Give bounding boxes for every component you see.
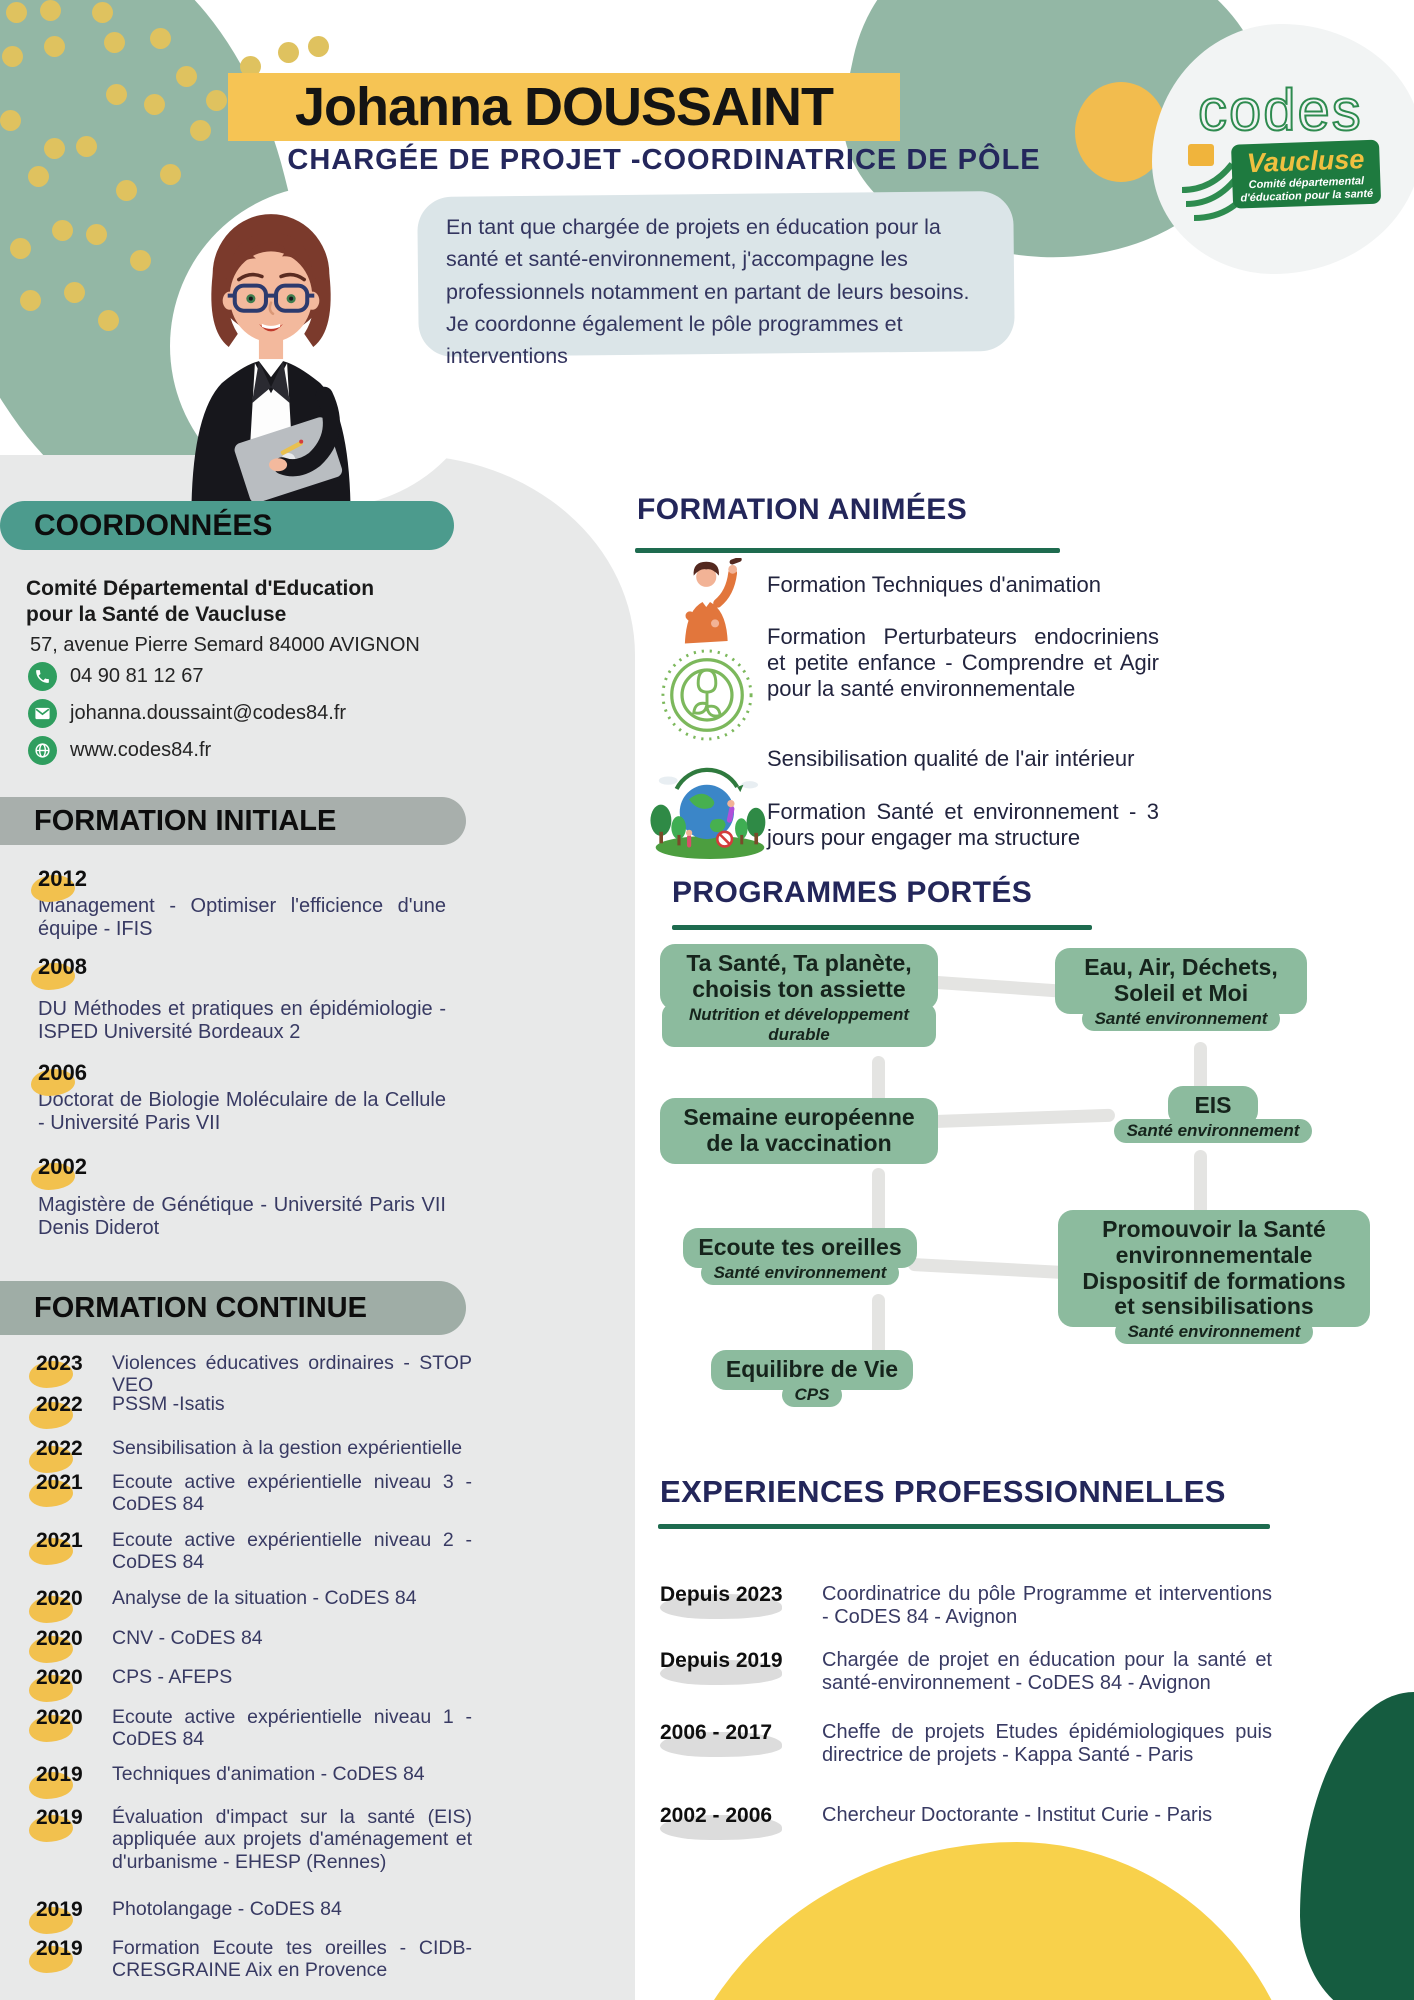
experience-item (660, 1649, 1272, 1695)
formation-initiale-heading: FORMATION INITIALE (34, 804, 337, 837)
experience-item (660, 1804, 1272, 1828)
formation-initiale-item (38, 1154, 446, 1240)
program-title: Promouvoir la Santé environnementale Dispositif de formations et sensibilisations (1058, 1210, 1370, 1327)
program-box (660, 1098, 938, 1164)
program-box (704, 1350, 920, 1407)
formation-continue-item (36, 1806, 472, 1873)
avatar (163, 196, 380, 505)
year-label: 2006 (38, 1060, 87, 1085)
formation-text: Analyse de la situation - CoDES 84 (112, 1587, 417, 1609)
coordonnees-heading: COORDONNÉES (34, 508, 273, 542)
year-label: 2002 (38, 1154, 87, 1179)
formation-continue-item (36, 1437, 472, 1461)
formation-animees-underline (635, 548, 1060, 553)
formation-initiale-item (38, 866, 446, 941)
experience-text: Chercheur Doctorante - Institut Curie - Paris (822, 1804, 1213, 1826)
formation-text: CNV - CoDES 84 (112, 1627, 263, 1649)
year-label: 2021 (36, 1471, 98, 1516)
program-title: Semaine européenne de la vaccination (660, 1098, 938, 1164)
formation-text: Techniques d'animation - CoDES 84 (112, 1763, 425, 1785)
formation-text: Doctorat de Biologie Moléculaire de la Cellule - Université Paris VII (38, 1089, 446, 1135)
program-box (660, 944, 938, 1047)
email-icon (28, 699, 57, 728)
intro-paragraph-2: Je coordonne également le pôle programmes et interventions (446, 311, 903, 368)
email-row (28, 699, 346, 728)
org-name: Comité Départemental d'Education pour la Santé de Vaucluse (26, 577, 375, 626)
program-title: Equilibre de Vie (711, 1350, 913, 1390)
programmes-underline (672, 925, 1092, 930)
year-label: 2019 (36, 1763, 98, 1787)
formation-animees-heading: FORMATION ANIMÉES (637, 493, 968, 526)
program-subtitle: Santé environnement (1082, 1007, 1281, 1031)
formation-continue-item (36, 1587, 472, 1611)
program-title: Ecoute tes oreilles (683, 1228, 916, 1268)
formation-text: Ecoute active expérientielle niveau 1 - CoDES 84 (112, 1706, 472, 1751)
program-box (680, 1228, 920, 1285)
program-box (1058, 1210, 1370, 1344)
connector-line (908, 1258, 1068, 1279)
phone-row (28, 662, 203, 691)
program-title: Ta Santé, Ta planète, choisis ton assiette (660, 944, 938, 1010)
avatar-illustration (163, 196, 380, 505)
year-label: 2023 (36, 1352, 98, 1397)
yellow-blob-bottom (662, 1842, 1307, 2000)
year-label: 2020 (36, 1666, 98, 1690)
formation-animee-item: Formation Santé et environnement - 3 jours pour engager ma structure (767, 799, 1159, 850)
formation-continue-item (36, 1666, 472, 1690)
intro-paragraph-1: En tant que chargée de projets en éducation pour la santé et santé-environnement, j'accompagne les professionnels notamment en partant de leurs besoins. (446, 215, 970, 304)
program-box (1055, 948, 1307, 1031)
formation-text: Management - Optimiser l'efficience d'une équipe - IFIS (38, 895, 446, 941)
logo-yellow-square (1188, 144, 1214, 166)
formation-continue-item (36, 1627, 472, 1651)
experience-text: Coordinatrice du pôle Programme et interventions - CoDES 84 - Avignon (822, 1583, 1272, 1628)
experience-text: Chargée de projet en éducation pour la santé et santé-environnement - CoDES 84 - Avignon (822, 1649, 1272, 1694)
section-formation-continue-header (0, 1281, 466, 1335)
formation-text: Ecoute active expérientielle niveau 2 - CoDES 84 (112, 1529, 472, 1574)
formation-text: DU Méthodes et pratiques en épidémiologie - ISPED Université Bordeaux 2 (38, 998, 446, 1044)
program-box (1098, 1086, 1328, 1143)
eco-label-icon (660, 648, 754, 747)
formation-initiale-item (38, 1060, 446, 1135)
experience-period: 2002 - 2006 (660, 1804, 808, 1828)
year-label: 2019 (36, 1898, 98, 1922)
logo-tagline-1: Comité départemental (1248, 175, 1365, 192)
formation-text: PSSM -Isatis (112, 1393, 225, 1415)
year-label: 2012 (38, 866, 87, 891)
experience-item (660, 1583, 1272, 1629)
year-label: 2022 (36, 1393, 98, 1417)
experiences-heading: EXPERIENCES PROFESSIONNELLES (660, 1474, 1226, 1509)
website-url[interactable]: www.codes84.fr (70, 739, 212, 761)
experience-period: 2006 - 2017 (660, 1721, 808, 1767)
year-label: 2020 (36, 1587, 98, 1611)
formation-continue-item (36, 1529, 472, 1574)
name-banner (228, 73, 900, 141)
formation-animee-item: Sensibilisation qualité de l'air intérieur (767, 746, 1135, 771)
program-subtitle: Santé environnement (701, 1261, 900, 1285)
year-label: 2020 (36, 1627, 98, 1651)
address: 57, avenue Pierre Semard 84000 AVIGNON (30, 634, 420, 656)
formation-animee-item: Formation Techniques d'animation (767, 572, 1101, 597)
formation-text: Formation Ecoute tes oreilles - CIDB-CRESGRAINE Aix en Provence (112, 1937, 472, 1982)
year-label: 2019 (36, 1806, 98, 1873)
connector-line (925, 1109, 1115, 1129)
email-address[interactable]: johanna.doussaint@codes84.fr (70, 702, 347, 724)
experience-item (660, 1721, 1272, 1767)
codes-logo (1180, 52, 1400, 252)
logo-wave-2 (1182, 164, 1232, 190)
year-label: 2021 (36, 1529, 98, 1574)
intro-text (446, 211, 998, 372)
codes-logo-graphic (1180, 52, 1400, 252)
year-label: 2008 (38, 954, 87, 979)
program-subtitle: Santé environnement (1115, 1320, 1314, 1344)
logo-banner (1231, 140, 1381, 209)
earth-environment-icon (645, 766, 775, 865)
globe-icon (28, 736, 57, 765)
formation-animee-item: Formation Perturbateurs endocriniens et petite enfance - Comprendre et Agir pour la santé environnementale (767, 624, 1159, 701)
program-subtitle: Santé environnement (1114, 1119, 1313, 1143)
formation-continue-item (36, 1763, 472, 1787)
program-subtitle: Nutrition et développement durable (662, 1003, 936, 1047)
phone-number: 04 90 81 12 67 (70, 665, 204, 687)
presenter-icon (666, 558, 744, 651)
section-formation-initiale-header (0, 797, 466, 845)
formation-continue-item (36, 1898, 472, 1922)
formation-text: Ecoute active expérientielle niveau 3 - CoDES 84 (112, 1471, 472, 1516)
logo-region: Vaucluse (1246, 144, 1365, 179)
year-label: 2019 (36, 1937, 98, 1982)
formation-text: Photolangage - CoDES 84 (112, 1898, 342, 1920)
experience-text: Cheffe de projets Etudes épidémiologiques puis directrice de projets - Kappa Santé - Paris (822, 1721, 1272, 1766)
green-blob-bottom-right (1300, 1692, 1414, 2000)
formation-text: Évaluation d'impact sur la santé (EIS) appliquée aux projets d'aménagement et d'urbanisme - EHESP (Rennes) (112, 1806, 472, 1873)
formation-text: Sensibilisation à la gestion expérientielle (112, 1437, 463, 1459)
person-name: Johanna DOUSSAINT (294, 77, 834, 137)
formation-text: Violences éducatives ordinaires - STOP VEO (112, 1352, 472, 1397)
formation-continue-item (36, 1393, 472, 1417)
program-title: Eau, Air, Déchets, Soleil et Moi (1055, 948, 1307, 1014)
experience-period: Depuis 2019 (660, 1649, 808, 1695)
job-title: CHARGÉE DE PROJET -COORDINATRICE DE PÔLE (287, 144, 1041, 176)
logo-wordmark: codes (1198, 78, 1363, 143)
website-row (28, 736, 211, 765)
phone-icon (28, 662, 57, 691)
formation-continue-item (36, 1352, 472, 1397)
formation-text: CPS - AFEPS (112, 1666, 233, 1688)
formation-initiale-item (38, 954, 446, 1044)
year-label: 2020 (36, 1706, 98, 1751)
experience-period: Depuis 2023 (660, 1583, 808, 1629)
formation-continue-item (36, 1471, 472, 1516)
program-title: EIS (1168, 1086, 1258, 1126)
programmes-heading: PROGRAMMES PORTÉS (672, 876, 1033, 909)
logo-tagline-2: d'éducation pour la santé (1240, 187, 1374, 205)
program-subtitle: CPS (782, 1383, 843, 1407)
experiences-underline (658, 1524, 1270, 1529)
year-label: 2022 (36, 1437, 98, 1461)
formation-continue-item (36, 1937, 472, 1982)
formation-text: Magistère de Génétique - Université Paris VII Denis Diderot (38, 1194, 446, 1240)
section-coordonnees-header (0, 501, 454, 550)
formation-continue-item (36, 1706, 472, 1751)
connector-line (920, 975, 1071, 998)
formation-continue-heading: FORMATION CONTINUE (34, 1291, 367, 1324)
